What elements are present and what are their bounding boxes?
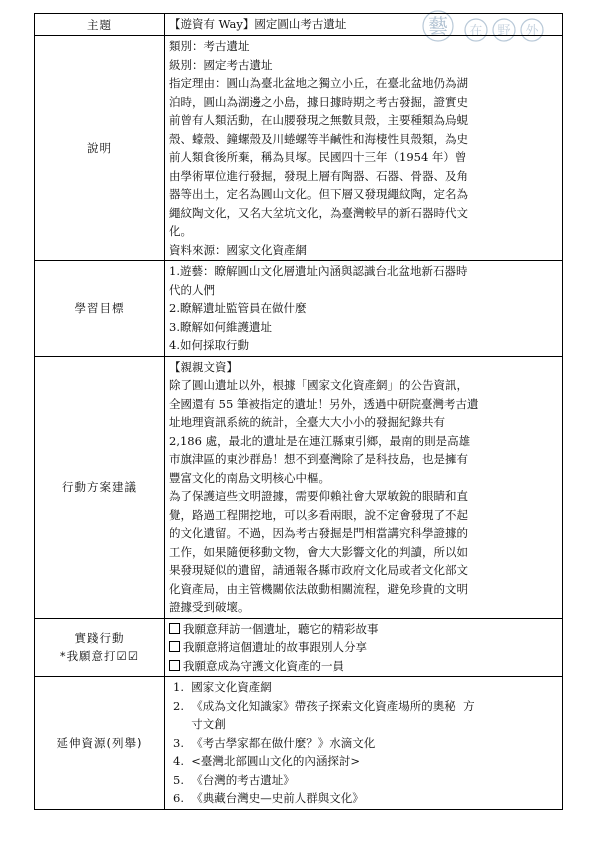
desc-line: 前曾有人類活動，在山腰發現之無數貝殼，主要種類為烏蜆	[169, 113, 468, 127]
action-line: 的文化遺留。不過，因為考古發掘是門相當講究科學證據的	[169, 526, 468, 540]
practice-option[interactable]	[169, 620, 560, 639]
description-content	[165, 36, 563, 261]
goal-line: 3.瞭解如何維護遺址	[169, 319, 272, 334]
topic-row	[35, 14, 563, 36]
action-line: 為了保護這些文明證據，需要仰賴社會大眾敏銳的眼睛和直	[169, 489, 468, 503]
action-heading: 【親親文資】	[169, 359, 238, 374]
checkbox-icon[interactable]	[169, 660, 180, 671]
practice-option-label: 我願意成為守護文化資產的一員	[183, 658, 344, 673]
desc-line: 由學術單位進行發掘，發現上層有陶器、石器、骨器、及角	[169, 168, 468, 183]
resource-item: 1. 國家文化資產網	[173, 680, 272, 694]
goals-label: 學習目標	[35, 261, 165, 357]
lesson-table	[34, 13, 563, 810]
resource-item: 4. <臺灣北部圓山文化的內涵探討>	[173, 754, 361, 768]
practice-label	[35, 618, 165, 677]
svg-text:在: 在	[469, 24, 483, 39]
practice-option[interactable]	[169, 638, 560, 657]
action-line: 化資產局，由主管機關依法啟動相關流程，避免珍貴的文明	[169, 581, 468, 596]
resource-item: 5. 《台灣的考古遺址》	[173, 772, 295, 787]
svg-text:藝: 藝	[428, 14, 448, 38]
action-line: 2,186 處，最北的遺址是在連江縣東引鄉，最南的則是高雄	[169, 433, 471, 448]
desc-line: 泊時，圓山為湖邊之小島，據日據時期之考古發掘，證實史	[169, 94, 468, 109]
action-line: 址地理資訊系統的統計，全臺大大小小的發掘紀錄共有	[169, 415, 445, 429]
svg-text:外: 外	[525, 24, 539, 39]
desc-line: 殼、蠔殼、鐘螺殼及川蜷螺等半鹹性和海棲性貝殼類，為史	[169, 131, 468, 146]
action-label: 行動方案建議	[35, 356, 165, 618]
desc-source: 資料來源：國家文化資產網	[169, 242, 307, 257]
action-line: 豐富文化的南島文明核心中樞。	[169, 470, 330, 485]
desc-line: 類別：考古遺址	[169, 39, 250, 53]
description-row	[35, 36, 563, 261]
goal-line: 代的人們	[169, 282, 215, 297]
practice-content	[165, 618, 563, 677]
checkbox-icon[interactable]	[169, 623, 180, 634]
action-line: 全國還有 55 筆被指定的遺址！另外，透過中研院臺灣考古遺	[169, 396, 479, 411]
desc-line: 指定理由：圓山為臺北盆地之獨立小丘，在臺北盆地仍為湖	[169, 76, 468, 90]
action-line: 果發現疑似的遺留，請通報各縣市政府文化局或者文化部文	[169, 563, 468, 577]
desc-line: 前人類食後所棄，稱為貝塚。民國四十三年（1954 年）曾	[169, 150, 467, 164]
action-line: 除了圓山遺址以外，根據「國家文化資產網」的公告資訊，	[169, 378, 468, 392]
action-row	[35, 356, 563, 618]
topic-value: 【遊資有 Way】國定圓山考古遺址	[169, 17, 347, 31]
practice-option-label: 我願意將這個遺址的故事跟別人分享	[183, 640, 367, 654]
topic-label: 主題	[35, 14, 165, 36]
action-line: 工作，如果隨便移動文物，會大大影響文化的判讀，所以如	[169, 544, 468, 559]
practice-row	[35, 618, 563, 677]
desc-line: 級別：國定考古遺址	[169, 57, 273, 72]
goals-content	[165, 261, 563, 357]
desc-line: 繩紋陶文化，又名大坌坑文化，為臺灣較早的新石器時代文	[169, 205, 468, 220]
practice-label-hint: *我願意打☑☑	[59, 649, 140, 664]
practice-option-label: 我願意拜訪一個遺址，聽它的精彩故事	[183, 621, 379, 636]
action-line: 覺，路過工程開挖地，可以多看兩眼，說不定會發現了不起	[169, 507, 468, 522]
svg-text:野: 野	[497, 24, 511, 39]
goal-line: 4.如何採取行動	[169, 338, 249, 352]
resources-label: 延伸資源(列舉)	[35, 677, 165, 810]
desc-line: 化。	[169, 224, 192, 238]
goals-row	[35, 261, 563, 357]
resources-content	[165, 677, 563, 810]
action-line: 證據受到破壞。	[169, 600, 250, 614]
goal-line: 2.瞭解遺址監管員在做什麼	[169, 301, 307, 315]
resources-row	[35, 677, 563, 810]
action-content	[165, 356, 563, 618]
action-line: 市旗津區的東沙群島！想不到臺灣除了是科技島，也是擁有	[169, 452, 468, 466]
description-label: 說明	[35, 36, 165, 261]
resource-item: 寸文創	[173, 717, 226, 731]
goal-line: 1.遊藝：瞭解圓山文化層遺址內涵與認識台北盆地新石器時	[169, 264, 468, 278]
checkbox-icon[interactable]	[169, 641, 180, 652]
resource-item: 2. 《成為文化知識家》帶孩子探索文化資產場所的奧秘 方	[173, 698, 475, 713]
resource-item: 6. 《典藏台灣史—史前人群與文化》	[173, 791, 364, 805]
practice-label-title: 實踐行動	[74, 631, 125, 646]
resource-item: 3. 《考古學家都在做什麼？》水滴文化	[173, 735, 376, 750]
practice-option[interactable]	[169, 657, 560, 676]
desc-line: 器等出土，定名為圓山文化。但下層又發現繩紋陶，定名為	[169, 187, 468, 201]
